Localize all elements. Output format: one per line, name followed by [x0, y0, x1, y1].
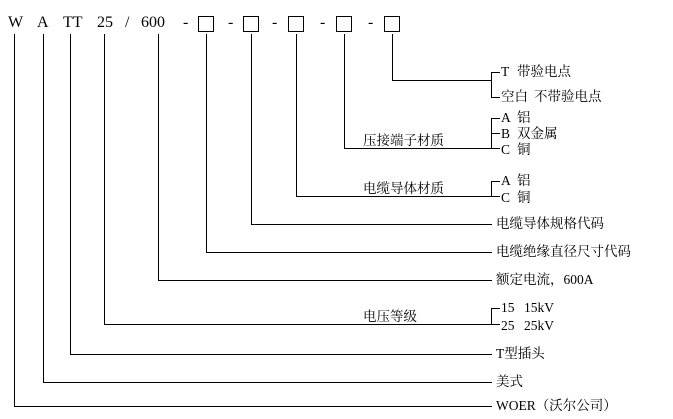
placeholder-box-5: [384, 16, 400, 32]
code-segment-25: 25: [97, 14, 113, 31]
leader-v-company: [14, 34, 15, 406]
testpoint-option-blank-desc: 不带验电点: [534, 89, 602, 104]
terminal-option-b-code: B: [501, 126, 511, 141]
testpoint-option-t-code: T: [501, 64, 510, 79]
leader-h-plug-type: [70, 354, 492, 355]
code-dash-5: -: [368, 14, 374, 31]
voltage-option-25-code: 25: [501, 318, 515, 333]
conductor-option-a-desc: 铝: [517, 173, 531, 188]
testpoint-option-t-desc: 带验电点: [517, 64, 571, 79]
code-segment-a: A: [37, 14, 49, 31]
leader-v-rated-current: [158, 34, 159, 280]
bracket-t-testpoint-1: [491, 72, 500, 73]
terminal-option-c-desc: 铜: [517, 142, 531, 157]
bracket-t-voltage-2: [491, 324, 500, 325]
leader-h-rated-current: [158, 280, 492, 281]
leader-v-style: [43, 34, 44, 382]
conductor-option-c-desc: 铜: [517, 190, 531, 205]
voltage-class-group-label: 电压等级: [363, 309, 417, 324]
code-segment-600: 600: [141, 14, 165, 31]
leader-h-insulation: [206, 252, 492, 253]
code-dash-1: -: [183, 14, 189, 31]
testpoint-option-blank-code: 空白: [501, 89, 528, 104]
placeholder-box-3: [288, 16, 304, 32]
bracket-t-terminal-3: [491, 148, 500, 149]
placeholder-box-4: [336, 16, 352, 32]
leader-v-testpoint: [392, 34, 393, 80]
leader-v-voltage: [104, 34, 105, 324]
conductor-material-group-label: 电缆导体材质: [363, 181, 444, 196]
leader-h-conductor-spec: [251, 224, 492, 225]
code-segment-tt: TT: [63, 14, 83, 31]
rated-current-label: 额定电流，600A: [496, 272, 594, 287]
leader-v-terminal: [344, 34, 345, 148]
bracket-t-voltage-1: [491, 308, 500, 309]
terminal-option-a-desc: 铝: [517, 110, 531, 125]
code-dash-2: -: [228, 14, 234, 31]
bracket-v-voltage: [491, 308, 492, 324]
code-segment-slash: /: [125, 14, 130, 31]
bracket-t-conductor-mat-2: [491, 196, 500, 197]
placeholder-box-1: [198, 16, 214, 32]
voltage-option-25-desc: 25kV: [524, 318, 554, 333]
insulation-diameter-label: 电缆绝缘直径尺寸代码: [496, 244, 631, 259]
conductor-option-c-code: C: [501, 190, 511, 205]
style-label: 美式: [496, 374, 523, 389]
code-dash-3: -: [272, 14, 278, 31]
leader-v-plug-type: [70, 34, 71, 354]
leader-v-conductor-mat: [296, 34, 297, 196]
bracket-t-testpoint-2: [491, 97, 500, 98]
voltage-option-15-code: 15: [501, 300, 515, 315]
leader-h-style: [43, 382, 492, 383]
bracket-t-conductor-mat-1: [491, 181, 500, 182]
company-label: WOER（沃尔公司）: [496, 398, 617, 413]
code-segment-w: W: [8, 14, 24, 31]
terminal-option-b-desc: 双金属: [517, 126, 558, 141]
bracket-v-conductor-mat: [491, 181, 492, 196]
conductor-option-a-code: A: [501, 173, 511, 188]
terminal-option-a-code: A: [501, 110, 511, 125]
placeholder-box-2: [243, 16, 259, 32]
leader-v-insulation: [206, 34, 207, 252]
leader-v-conductor-spec: [251, 34, 252, 224]
terminal-option-c-code: C: [501, 142, 511, 157]
terminal-material-group-label: 压接端子材质: [363, 133, 444, 148]
bracket-t-terminal-2: [491, 133, 500, 134]
voltage-option-15-desc: 15kV: [524, 300, 554, 315]
bracket-t-terminal-1: [491, 118, 500, 119]
bracket-v-testpoint: [491, 72, 492, 98]
code-dash-4: -: [320, 14, 326, 31]
conductor-spec-label: 电缆导体规格代码: [496, 216, 604, 231]
leader-h-testpoint: [392, 80, 492, 81]
plug-type-label: T型插头: [496, 346, 545, 361]
leader-h-company: [14, 406, 492, 407]
leader-h-voltage: [104, 324, 492, 325]
